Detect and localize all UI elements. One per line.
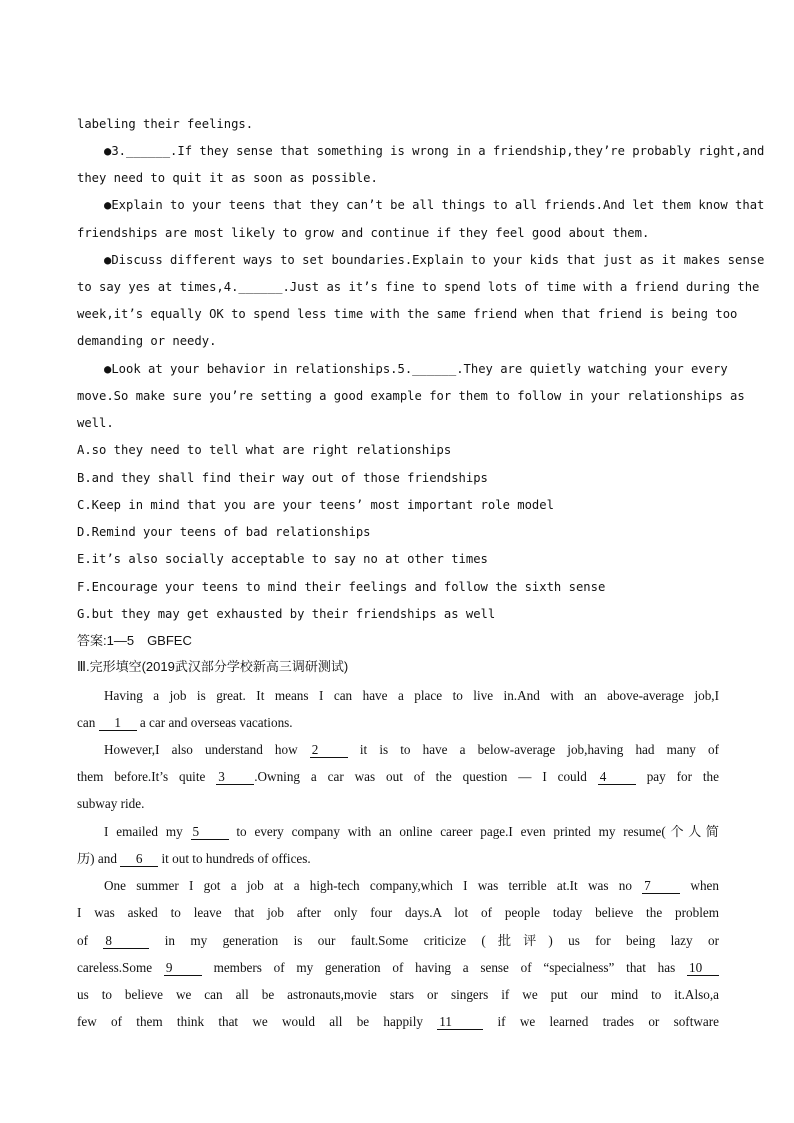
answer-key: 答案:1—5 GBFEC <box>77 633 192 648</box>
blank-10: 10 <box>687 961 719 976</box>
option-b: B.and they shall find their way out of those friendships <box>77 471 488 485</box>
passage-line: ●3.______.If they sense that something is wrong in a friendship,they’re probably right,and <box>104 144 765 158</box>
cloze-line: few of them think that we would all be happily 11 if we learned trades or software <box>77 1014 719 1029</box>
passage-line: ●Discuss different ways to set boundaries.Explain to your kids that just as it makes sense <box>104 253 765 267</box>
blank-6: 6 <box>120 852 158 867</box>
cloze-line: Having a job is great. It means I can have a place to live in.And with an above-average job,I <box>104 688 719 703</box>
passage-line: ●Explain to your teens that they can’t be all things to all friends.And let them know that <box>104 198 765 212</box>
cloze-line: One summer I got a job at a high-tech company,which I was terrible at.It was no 7 when <box>104 878 719 893</box>
cloze-line: careless.Some 9 members of my generation of having a sense of “specialness” that has 10 <box>77 960 719 976</box>
option-a: A.so they need to tell what are right relationships <box>77 443 452 457</box>
blank-8: 8 <box>103 934 149 949</box>
cloze-line: 历) and 6 it out to hundreds of offices. <box>77 851 311 866</box>
option-e: E.it’s also socially acceptable to say no at other times <box>77 552 488 566</box>
passage-line: they need to quit it as soon as possible. <box>77 171 378 185</box>
blank-7: 7 <box>642 879 680 894</box>
cloze-line: subway ride. <box>77 796 145 811</box>
passage-line: move.So make sure you’re setting a good example for them to follow in your relationships as <box>77 389 745 403</box>
passage-line: demanding or needy. <box>77 334 217 348</box>
option-c: C.Keep in mind that you are your teens’ most important role model <box>77 498 554 512</box>
passage-line: to say yes at times,4.______.Just as it’s fine to spend lots of time with a friend during the <box>77 280 760 294</box>
cloze-line: I emailed my 5 to every company with an online career page.I even printed my resume(个人简 <box>104 824 719 839</box>
blank-9: 9 <box>164 961 202 976</box>
blank-11: 11 <box>437 1015 483 1030</box>
passage-line: labeling their feelings. <box>77 117 254 131</box>
blank-5: 5 <box>191 825 229 840</box>
option-g: G.but they may get exhausted by their friendships as well <box>77 607 496 621</box>
blank-1: 1 <box>99 716 137 731</box>
passage-line: week,it’s equally OK to spend less time with the same friend when that friend is being too <box>77 307 738 321</box>
option-f: F.Encourage your teens to mind their feelings and follow the sixth sense <box>77 580 606 594</box>
passage-line: friendships are most likely to grow and continue if they feel good about them. <box>77 226 650 240</box>
cloze-line: However,I also understand how 2 it is to have a below-average job,having had many of <box>104 742 719 757</box>
cloze-line: I was asked to leave that job after only four days.A lot of people today believe the problem <box>77 905 719 920</box>
option-d: D.Remind your teens of bad relationships <box>77 525 371 539</box>
blank-4: 4 <box>598 770 636 785</box>
passage-line: well. <box>77 416 114 430</box>
cloze-line: them before.It’s quite 3 .Owning a car was out of the question — I could 4 pay for the <box>77 769 719 784</box>
cloze-line: of 8 in my generation is our fault.Some criticize (批评) us for being lazy or <box>77 933 719 948</box>
blank-3: 3 <box>216 770 254 785</box>
blank-2: 2 <box>310 743 348 758</box>
passage-line: ●Look at your behavior in relationships.5.______.They are quietly watching your every <box>104 362 728 376</box>
cloze-line: can 1 a car and overseas vacations. <box>77 715 293 730</box>
section-heading: Ⅲ.完形填空(2019武汉部分学校新高三调研测试) <box>77 659 349 674</box>
cloze-line: us to believe we can all be astronauts,movie stars or singers if we put our mind to it.Also,a <box>77 987 719 1002</box>
